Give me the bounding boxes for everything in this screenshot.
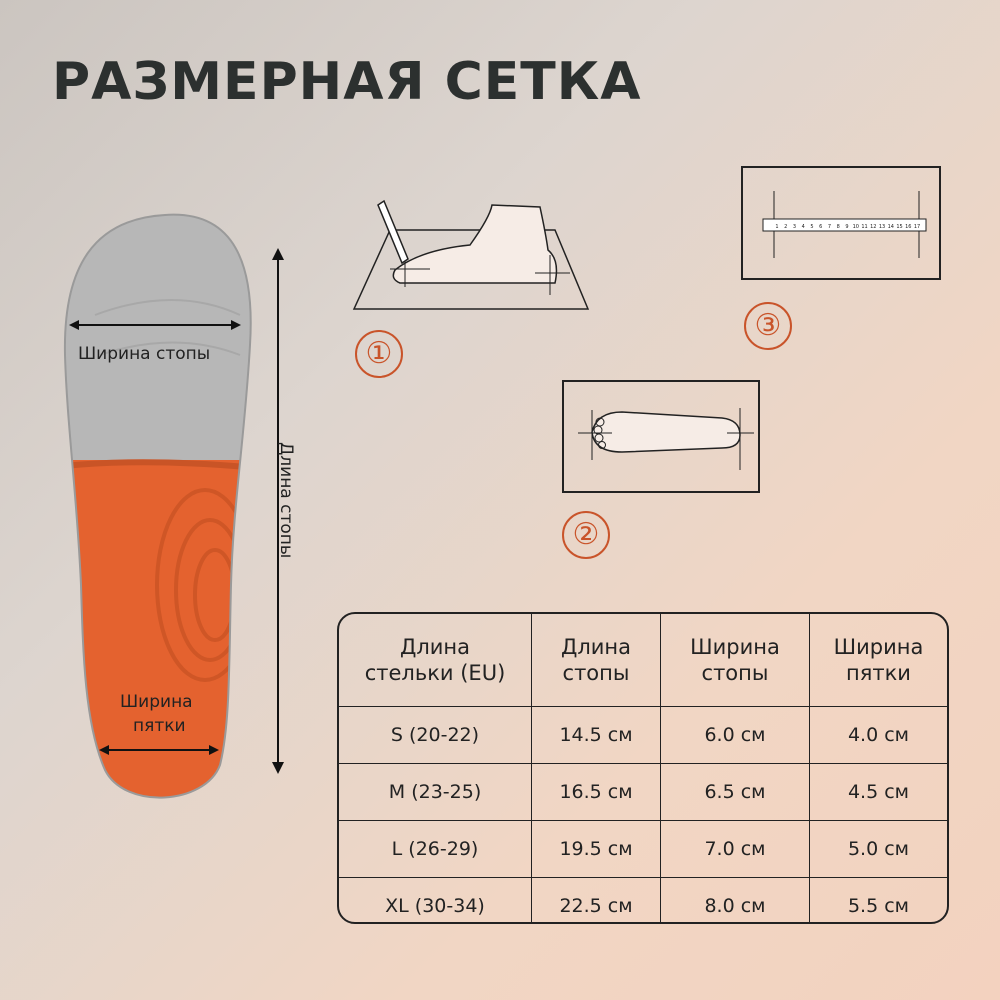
step-2-badge: ②	[562, 511, 610, 559]
ruler-tick-label: 11	[861, 224, 868, 230]
table-row	[339, 821, 947, 878]
table-cell: 19.5 см	[532, 821, 661, 878]
table-cell: 6.5 см	[661, 764, 810, 821]
page-title: РАЗМЕРНАЯ СЕТКА	[52, 52, 642, 112]
ruler-tick-label: 3	[792, 224, 797, 230]
ruler-tick-label: 14	[887, 224, 894, 230]
header-line: стопы	[562, 661, 630, 685]
ruler-tick-label: 2	[784, 224, 788, 230]
step-1-badge: ①	[355, 330, 403, 378]
table-cell: 5.5 см	[810, 878, 948, 925]
header-foot-width	[661, 614, 810, 707]
table-cell: 4.5 см	[810, 764, 948, 821]
ruler-tick-label: 6	[819, 224, 823, 230]
ruler-tick-label: 12	[870, 224, 877, 230]
heel-width-label-line1: Ширина	[120, 692, 193, 712]
header-line: Ширина	[833, 635, 924, 659]
foot-width-label: Ширина стопы	[78, 344, 211, 364]
step3-ruler-illustration	[741, 166, 941, 280]
ruler-tick-label: 7	[827, 224, 832, 230]
ruler-tick-label: 5	[810, 224, 814, 230]
ruler-tick-label: 17	[913, 224, 921, 230]
header-line: стельки (EU)	[364, 661, 506, 685]
header-line: пятки	[846, 661, 911, 685]
table-cell: 7.0 см	[661, 821, 810, 878]
table-cell: XL (30-34)	[339, 878, 532, 925]
ruler-tick-label: 9	[845, 224, 849, 230]
ruler-tick-label: 10	[852, 224, 859, 230]
table-cell: 16.5 см	[532, 764, 661, 821]
header-line: Длина	[399, 635, 471, 659]
table-cell: L (26-29)	[339, 821, 532, 878]
ruler-tick-label: 1	[775, 224, 779, 230]
ruler-tick-label: 16	[905, 224, 912, 230]
ruler-tick-label: 13	[878, 224, 886, 230]
ruler-tick-label: 8	[836, 224, 840, 230]
table-cell: 14.5 см	[532, 707, 661, 764]
table-cell: 4.0 см	[810, 707, 948, 764]
table-header-row	[339, 614, 947, 707]
size-table	[337, 612, 949, 924]
header-line: Длина	[560, 635, 632, 659]
table-cell: 22.5 см	[532, 878, 661, 925]
step-3-badge: ③	[744, 302, 792, 350]
table-cell: 8.0 см	[661, 878, 810, 925]
header-insole-length	[339, 614, 532, 707]
table-row	[339, 764, 947, 821]
table-row	[339, 707, 947, 764]
step1-foot-tracing-illustration	[350, 195, 595, 315]
ruler-tick-label: 15	[896, 224, 903, 230]
table-cell: M (23-25)	[339, 764, 532, 821]
header-heel-width	[810, 614, 948, 707]
table-cell: 6.0 см	[661, 707, 810, 764]
header-line: Ширина	[690, 635, 780, 659]
ruler-tick-label: 4	[801, 224, 805, 230]
header-foot-length	[532, 614, 661, 707]
heel-width-label-line2: пятки	[133, 716, 186, 736]
step2-foot-outline-illustration	[562, 380, 760, 493]
foot-length-label: Длина стопы	[276, 442, 296, 559]
table-row	[339, 878, 947, 925]
header-line: стопы	[701, 661, 769, 685]
table-cell: 5.0 см	[810, 821, 948, 878]
table-cell: S (20-22)	[339, 707, 532, 764]
